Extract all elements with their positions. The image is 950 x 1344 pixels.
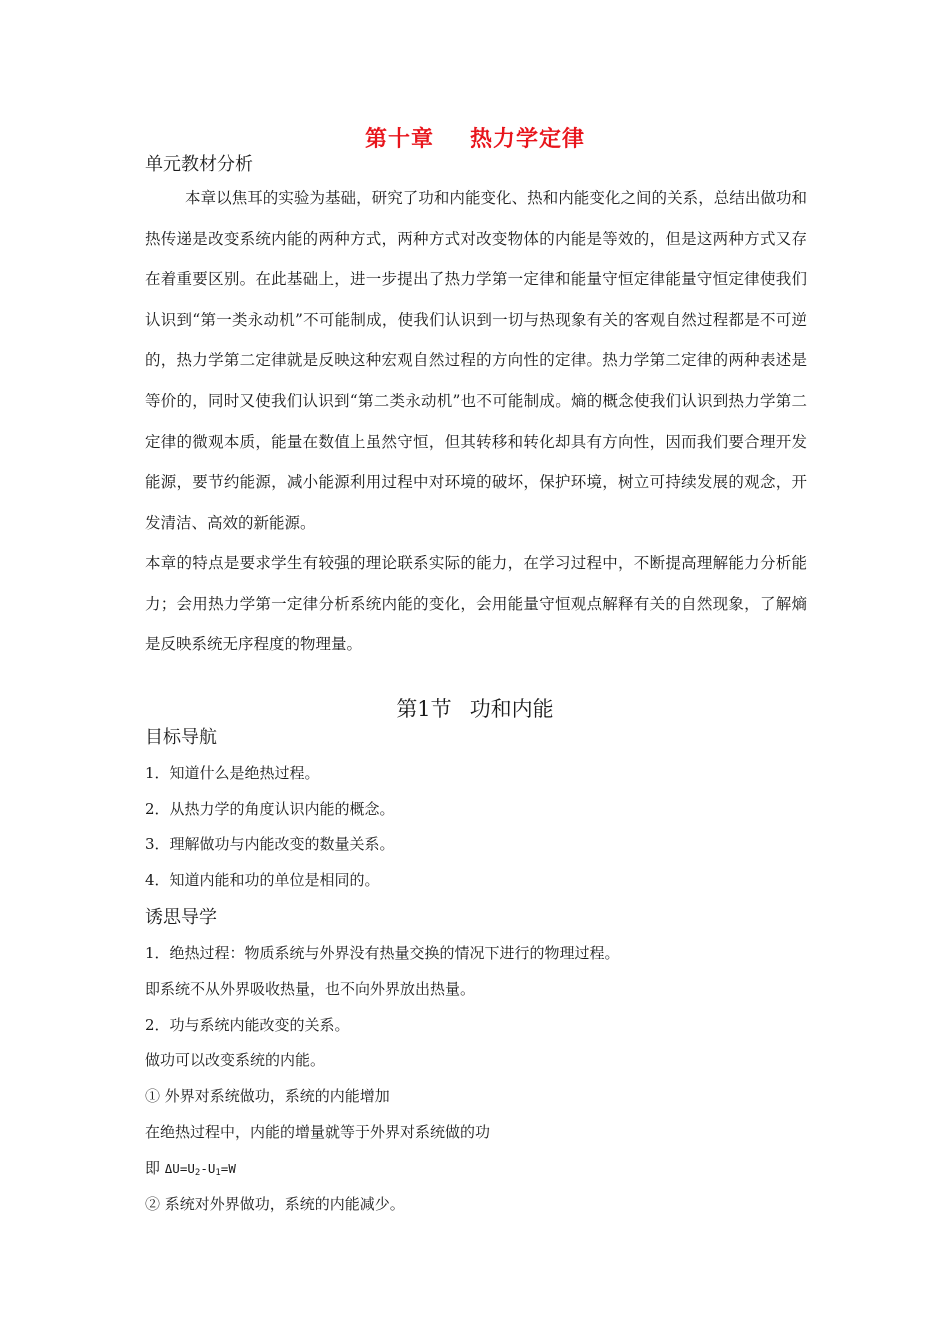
unit-paragraph — [145, 178, 807, 543]
goal-item: 1．知道什么是绝热过程。 — [145, 764, 320, 782]
formula-part: =W — [220, 1161, 236, 1176]
section-title — [0, 693, 950, 723]
guide-line: ① 外界对系统做功，系统的内能增加 — [145, 1087, 390, 1105]
guide-heading: 诱思导学 — [145, 907, 217, 928]
goal-item: 3．理解做功与内能改变的数量关系。 — [145, 835, 395, 853]
guide-line: 即系统不从外界吸收热量，也不向外界放出热量。 — [145, 980, 476, 998]
unit-paragraph-2: 本章的特点是要求学生有较强的理论联系实际的能力，在学习过程中，不断提高理解能力分析能力；会用热力学第一定律分析系统内能的变化，会用能量守恒观点解释有关的自然现象，了解熵是反映系统无序程度的物理量。 — [145, 554, 807, 654]
formula-part: ΔU=U — [164, 1161, 195, 1176]
unit-paragraph-text: 本章以焦耳的实验为基础，研究了功和内能变化、热和内能变化之间的关系，总结出做功和热传递是改变系统内能的两种方式，两种方式对改变物体的内能是等效的，但是这两种方式又存在着重要区别。在此基础上，进一步提出了热力学第一定律和能量守恒定律能量守恒定律使我们认识到“第一类永动机”不可能制成，使我们认识到一切与热现象有关的客观自然过程都是不可逆的，热力学第二定律就是反映这种宏观自然过程的方向性的定律。热力学第二定律的两种表述是等价的，同时又使我们认识到“第二类永动机”也不可能制成。熵的概念使我们认识到热力学第二定律的微观本质，能量在数值上虽然守恒，但其转移和转化却具有方向性，因而我们要合理开发能源，要节约能源，减小能源利用过程中对环境的破坏，保护环境，树立可持续发展的观念，开发清洁、高效的新能源。 — [145, 189, 807, 532]
guide-line: 1．绝热过程：物质系统与外界没有热量交换的情况下进行的物理过程。 — [145, 944, 620, 962]
goal-item: 2．从热力学的角度认识内能的概念。 — [145, 800, 395, 818]
formula-subscript: 1 — [215, 1168, 221, 1178]
formula-subscript: 2 — [194, 1168, 201, 1178]
section-number: 第1节 — [396, 697, 452, 721]
chapter-number: 第十章 — [364, 127, 434, 152]
chapter-title — [0, 122, 950, 153]
chapter-name: 热力学定律 — [470, 127, 586, 152]
unit-heading: 单元教材分析 — [145, 154, 253, 175]
formula-line — [145, 1157, 236, 1178]
formula-part: -U — [200, 1161, 216, 1176]
guide-line: 在绝热过程中，内能的增量就等于外界对系统做的功 — [145, 1123, 491, 1141]
goal-item: 4．知道内能和功的单位是相同的。 — [145, 871, 380, 889]
guide-line: 2．功与系统内能改变的关系。 — [145, 1016, 350, 1034]
formula — [165, 1161, 236, 1176]
guide-line: ② 系统对外界做功，系统的内能减少。 — [145, 1195, 405, 1213]
section-name: 功和内能 — [469, 697, 554, 721]
guide-line: 做功可以改变系统的内能。 — [145, 1051, 326, 1069]
formula-prefix: 即 — [145, 1159, 165, 1177]
goals-heading: 目标导航 — [145, 727, 217, 748]
